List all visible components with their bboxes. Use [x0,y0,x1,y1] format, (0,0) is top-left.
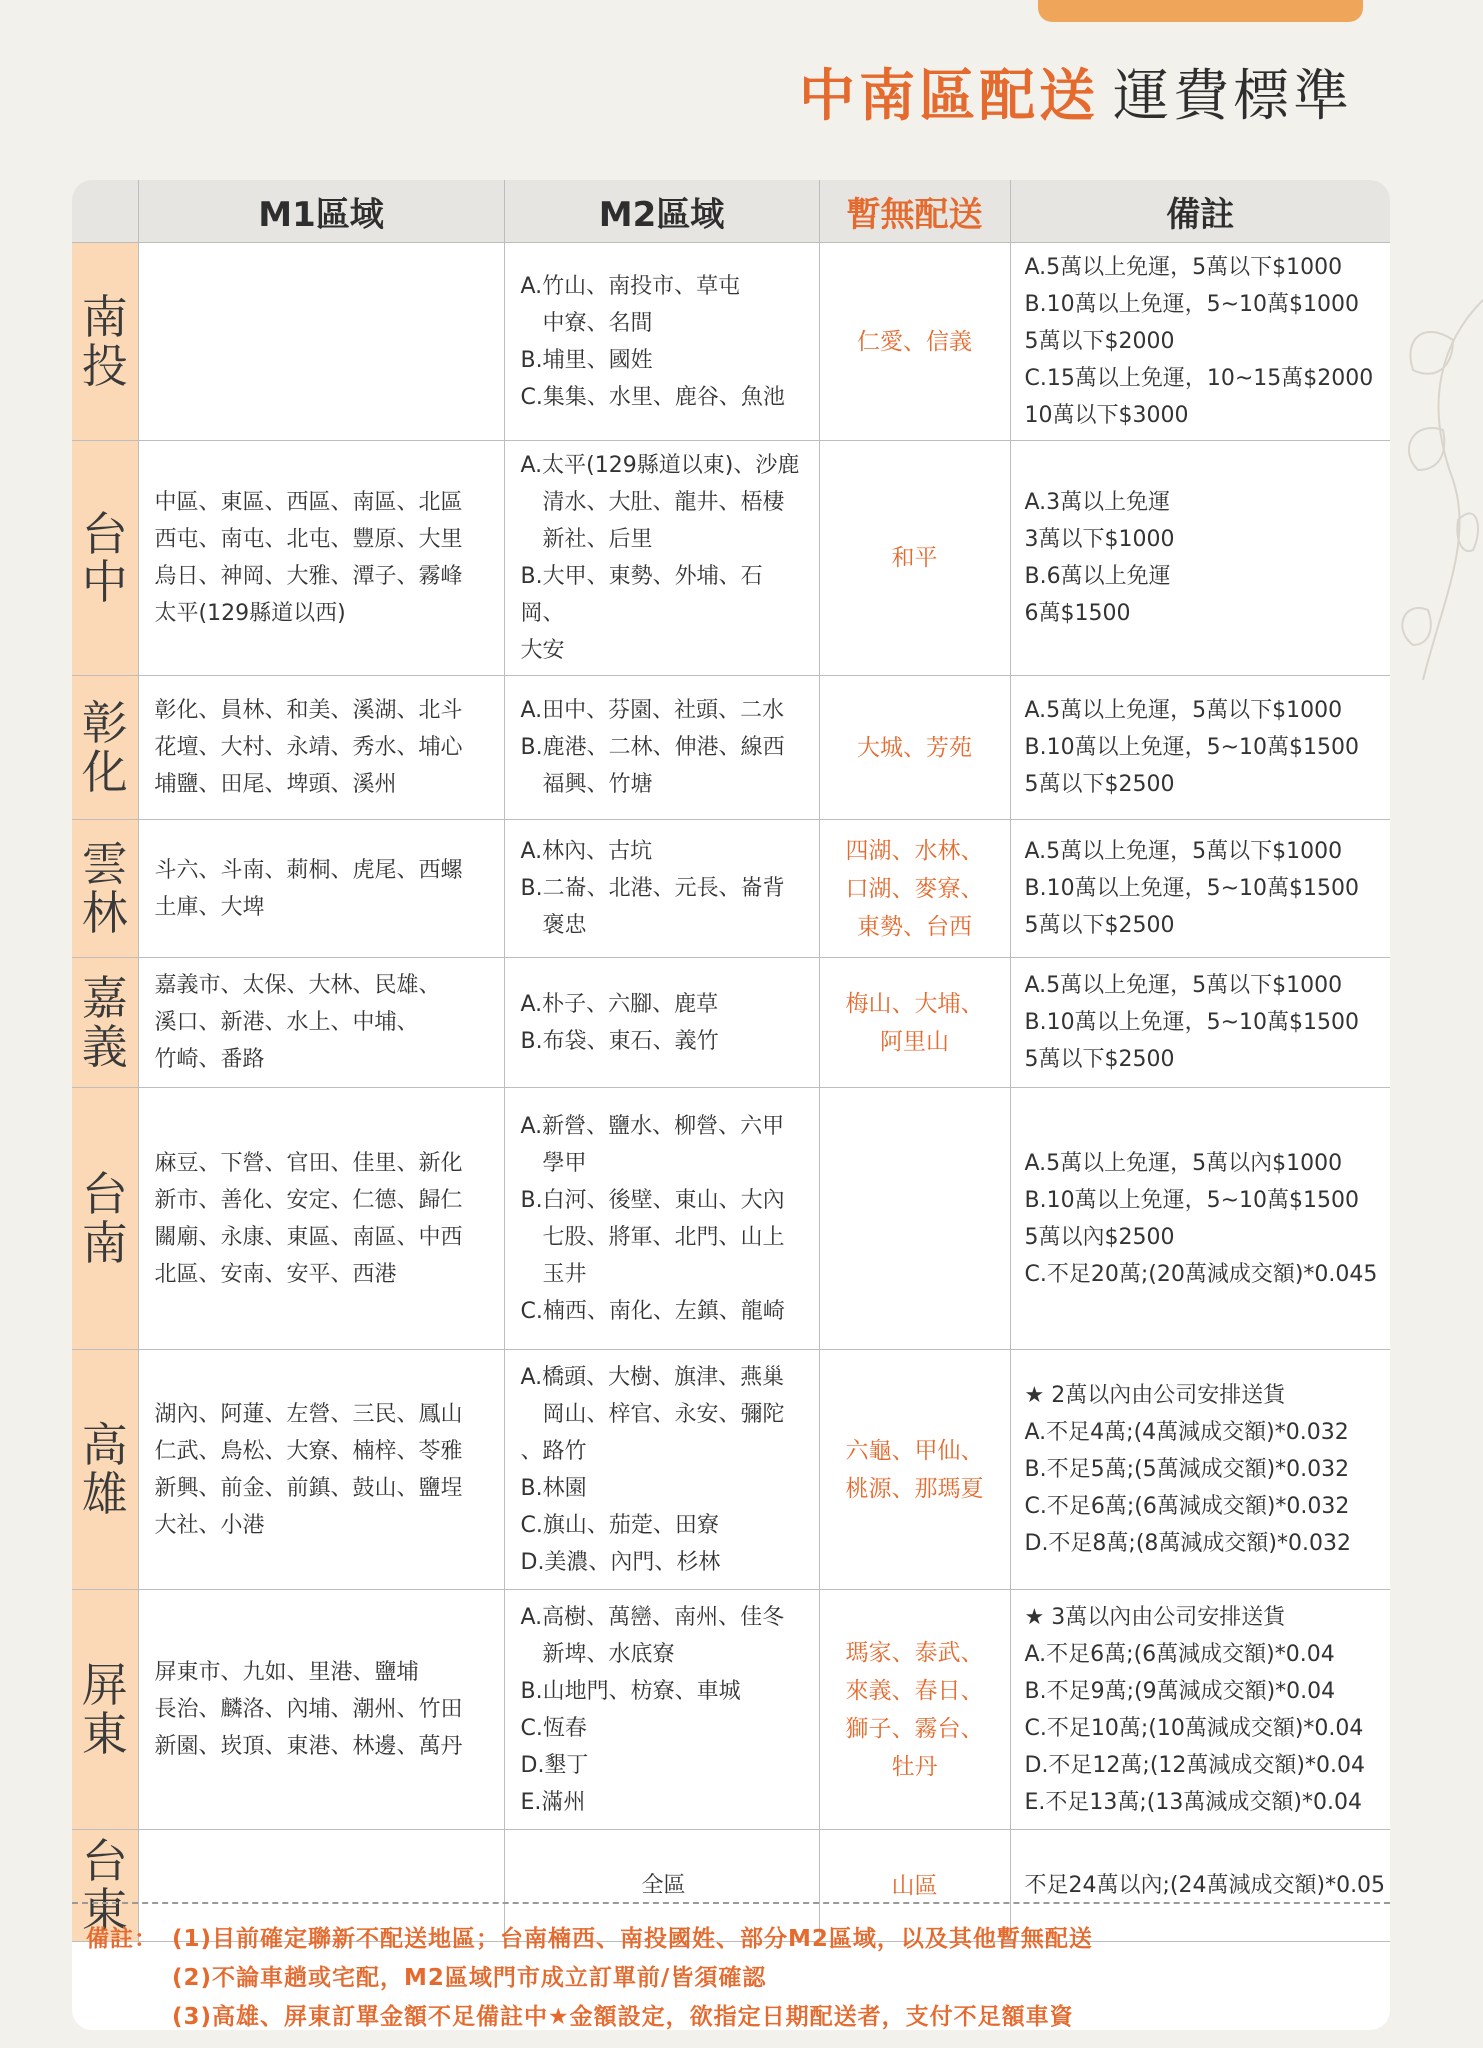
m1-areas-line: 烏日、神岡、大雅、潭子、霧峰 [154,564,463,589]
m1-areas [138,1350,504,1590]
m2-areas-line: A.新營、鹽水、柳營、六甲 [520,1113,785,1139]
column-header-notes: 備註 [1010,180,1390,243]
m1-areas [138,820,504,958]
region-char: 南 [81,1215,128,1270]
m2-areas-line: B.二崙、北港、元長、崙背 [520,876,785,901]
m2-areas [504,1350,819,1590]
no-delivery-areas-line: 桃源、那瑪夏 [845,1475,984,1502]
no-delivery-areas-line: 阿里山 [880,1028,949,1055]
fee-notes-line: B.6萬以上免運 [1024,564,1171,589]
fee-notes [1010,243,1390,441]
m2-areas-line: B.鹿港、二林、伸港、線西 [520,735,785,760]
region-name [72,1088,138,1350]
fee-notes-line: B.10萬以上免運，5~10萬$1500 [1024,735,1359,760]
table-row [72,1088,1390,1350]
fee-notes-line: A.不足4萬;(4萬減成交額)*0.032 [1024,1420,1349,1445]
m1-areas [138,441,504,676]
no-delivery-areas-line: 瑪家、泰武、 [845,1639,984,1666]
m2-areas [504,676,819,820]
fee-notes-line: B.10萬以上免運，5~10萬$1500 [1024,1010,1359,1035]
region-name [72,676,138,820]
m2-areas-line: 七股、將軍、北門、山上 [542,1224,785,1250]
no-delivery-areas-line: 口湖、麥寮、 [845,875,984,902]
fee-notes-line: A.不足6萬;(6萬減成交額)*0.04 [1024,1641,1335,1667]
fee-notes-line: ★ 3萬以內由公司安排送貨 [1024,1604,1286,1630]
m2-areas-line: E.滿州 [520,1789,586,1815]
leaf-branch-decoration [1383,280,1483,700]
no-delivery-areas-line: 大城、芳苑 [857,734,972,761]
m1-areas-line: 關廟、永康、東區、南區、中西 [154,1224,463,1250]
m1-areas-line: 土庫、大埤 [154,894,265,920]
m2-areas-line: 新埤、水底寮 [542,1641,675,1667]
column-header-m1: M1區域 [138,180,504,243]
m2-areas-line: B.山地門、枋寮、車城 [520,1678,741,1704]
region-char: 化 [81,744,128,799]
table-row [72,1350,1390,1590]
m2-areas-line: B.布袋、東石、義竹 [520,1028,719,1054]
no-delivery-areas [819,958,1010,1088]
m1-areas-line: 西屯、南屯、北屯、豐原、大里 [154,527,463,552]
fee-notes-line: B.10萬以上免運，5~10萬$1500 [1024,876,1359,901]
region-char: 雲 [81,837,128,892]
m2-areas-line: 、路竹 [520,1438,587,1464]
page-title-highlight: 中南區配送 [799,64,1099,129]
fee-notes-line: D.不足8萬;(8萬減成交額)*0.032 [1024,1531,1351,1556]
column-header-region [72,180,138,243]
fee-notes-line: A.5萬以上免運，5萬以內$1000 [1024,1150,1343,1176]
fee-notes-line: 5萬以下$2500 [1024,913,1175,938]
m2-areas-line: 中寮、名間 [542,310,653,336]
no-delivery-areas [819,820,1010,958]
fee-notes-line: B.不足5萬;(5萬減成交額)*0.032 [1024,1457,1350,1482]
fee-notes-line: C.15萬以上免運，10~15萬$2000 [1024,366,1374,391]
m1-areas [138,958,504,1088]
fee-notes-line: A.5萬以上免運，5萬以下$1000 [1024,698,1343,723]
no-delivery-areas-line: 東勢、台西 [857,913,972,940]
column-header-m2: M2區域 [504,180,819,243]
region-char: 高 [81,1418,128,1473]
fee-notes [1010,958,1390,1088]
m1-areas-line: 新市、善化、安定、仁德、歸仁 [154,1187,463,1213]
m2-areas [504,820,819,958]
m2-areas-line: B.埔里、國姓 [520,347,653,373]
footer-note-text: (1)目前確定聯新不配送地區；台南楠西、南投國姓、部分M2區域，以及其他暫無配送 [172,1926,1093,1952]
m1-areas-line: 埔鹽、田尾、埤頭、溪州 [154,772,397,797]
m1-areas [138,243,504,441]
no-delivery-areas [819,676,1010,820]
region-name [72,441,138,676]
no-delivery-areas-line: 四湖、水林、 [845,837,984,864]
m2-areas-line: A.橋頭、大樹、旗津、燕巢 [520,1364,785,1390]
no-delivery-areas-line: 和平 [891,545,938,571]
m2-areas-line: 學甲 [542,1150,587,1176]
m1-areas-line: 彰化、員林、和美、溪湖、北斗 [154,698,463,723]
fee-notes-line: B.10萬以上免運，5~10萬$1000 [1024,292,1359,317]
no-delivery-areas-line: 梅山、大埔、 [845,990,984,1017]
m1-areas-line: 斗六、斗南、莿桐、虎尾、西螺 [154,857,463,883]
region-name [72,1590,138,1830]
m1-areas-line: 仁武、鳥松、大寮、楠梓、苓雅 [154,1438,463,1464]
page-title-rest: 運費標準 [1113,64,1353,129]
no-delivery-areas [819,1590,1010,1830]
fee-notes [1010,676,1390,820]
no-delivery-areas [819,441,1010,676]
m2-areas-line: A.朴子、六腳、鹿草 [520,991,719,1017]
m2-areas-line: 岡山、梓官、永安、彌陀 [542,1401,785,1427]
region-char: 雄 [81,1466,128,1521]
m2-areas [504,441,819,676]
no-delivery-areas [819,1350,1010,1590]
m1-areas-line: 花壇、大村、永靖、秀水、埔心 [154,735,463,760]
region-char: 義 [81,1019,128,1074]
m2-areas-line: 褒忠 [542,913,587,938]
m1-areas-line: 新園、崁頂、東港、林邊、萬丹 [154,1734,463,1759]
m1-areas-line: 湖內、阿蓮、左營、三民、鳳山 [154,1401,463,1427]
m1-areas-line: 竹崎、番路 [154,1047,265,1072]
region-char: 彰 [81,696,128,751]
fee-notes [1010,441,1390,676]
region-char: 東 [81,1706,128,1761]
m2-areas-line: A.太平(129縣道以東)、沙鹿 [520,453,800,478]
fee-notes-line: C.不足20萬;(20萬減成交額)*0.045 [1024,1261,1378,1287]
m2-areas-line: 福興、竹塘 [542,772,653,797]
m2-areas-line: B.白河、後壁、東山、大內 [520,1187,785,1213]
m2-areas-line: D.美濃、內門、杉林 [520,1549,721,1575]
m2-areas-line: 玉井 [542,1261,587,1287]
fee-notes [1010,1350,1390,1590]
no-delivery-areas [819,1088,1010,1350]
fee-notes-line: 6萬$1500 [1024,601,1131,626]
m2-areas [504,1088,819,1350]
fee-notes-line: A.5萬以上免運，5萬以下$1000 [1024,839,1343,864]
region-char: 投 [81,338,128,393]
m2-areas-line: B.林園 [520,1475,587,1501]
m2-areas-line: 大安 [520,638,565,663]
footer-note-2: (2)不論車趟或宅配，M2區域門市成立訂單前/皆須確認 [172,1965,767,1991]
no-delivery-areas-line: 仁愛、信義 [857,328,972,355]
region-char: 台 [81,506,128,561]
fee-notes-line: E.不足13萬;(13萬減成交額)*0.04 [1024,1789,1362,1815]
fee-notes-line: C.不足6萬;(6萬減成交額)*0.032 [1024,1494,1350,1519]
fee-notes-line: 5萬以內$2500 [1024,1224,1175,1250]
m2-areas-line: 全區 [641,1873,686,1898]
m1-areas [138,1590,504,1830]
m1-areas [138,1088,504,1350]
region-char: 台 [81,1834,128,1889]
shipping-fee-table [72,180,1390,1942]
region-char: 嘉 [81,971,128,1026]
table-row [72,820,1390,958]
region-name [72,958,138,1088]
m2-areas [504,958,819,1088]
footer-note-3: (3)高雄、屏東訂單金額不足備註中★金額設定，欲指定日期配送者，支付不足額車資 [172,2004,1074,2030]
column-header-no-delivery: 暫無配送 [819,180,1010,243]
m1-areas [138,676,504,820]
fee-notes-line: 不足24萬以內;(24萬減成交額)*0.05 [1024,1873,1386,1898]
table-row [72,441,1390,676]
fee-notes [1010,1088,1390,1350]
m1-areas-line: 大社、小港 [154,1512,265,1538]
footer-notes [72,1902,1390,2037]
fee-notes-line: B.10萬以上免運，5~10萬$1500 [1024,1187,1359,1213]
m2-areas-line: A.林內、古坑 [520,839,653,864]
m2-areas-line: C.楠西、南化、左鎮、龍崎 [520,1298,785,1324]
fee-notes-line: ★ 2萬以內由公司安排送貨 [1024,1383,1286,1408]
fee-notes [1010,1590,1390,1830]
m2-areas-line: B.大甲、東勢、外埔、石岡、 [520,564,763,626]
m2-areas-line: C.恆春 [520,1715,587,1741]
no-delivery-areas-line: 來義、春日、 [845,1677,984,1704]
fee-notes-line: 5萬以下$2500 [1024,772,1175,797]
fee-notes-line: B.不足9萬;(9萬減成交額)*0.04 [1024,1678,1336,1704]
region-char: 屏 [81,1658,128,1713]
fee-notes [1010,820,1390,958]
fee-notes-line: 5萬以下$2500 [1024,1047,1175,1072]
m1-areas-line: 太平(129縣道以西) [154,601,346,626]
footer-label: 備註： [86,1926,158,1952]
fee-notes-line: A.5萬以上免運，5萬以下$1000 [1024,255,1343,280]
region-char: 東 [81,1882,128,1937]
table-header-row [72,180,1390,243]
m2-areas [504,243,819,441]
region-char: 中 [81,555,128,609]
top-tab-decoration [1038,0,1363,22]
fee-notes-line: A.5萬以上免運，5萬以下$1000 [1024,973,1343,998]
table-row [72,243,1390,441]
m2-areas-line: D.墾丁 [520,1752,589,1778]
fee-notes-line: 10萬以下$3000 [1024,403,1189,428]
table-row [72,676,1390,820]
m1-areas-line: 麻豆、下營、官田、佳里、新化 [154,1150,463,1176]
m2-areas-line: 新社、后里 [542,527,653,552]
m2-areas-line: 清水、大肚、龍井、梧棲 [542,490,785,515]
no-delivery-areas-line: 牡丹 [891,1753,938,1780]
footer-note-1 [72,1920,1390,1959]
m2-areas-line: A.竹山、南投市、草屯 [520,273,741,299]
no-delivery-areas [819,243,1010,441]
m1-areas-line: 溪口、新港、水上、中埔、 [154,1010,419,1035]
fee-notes-line: D.不足12萬;(12萬減成交額)*0.04 [1024,1752,1365,1778]
m1-areas-line: 屏東市、九如、里港、鹽埔 [154,1660,419,1685]
table-row [72,1590,1390,1830]
m2-areas-line: A.高樹、萬巒、南州、佳冬 [520,1604,785,1630]
m1-areas-line: 嘉義市、太保、大林、民雄、 [154,973,441,998]
region-char: 林 [81,885,128,940]
fee-notes-line: 5萬以下$2000 [1024,329,1175,354]
table-row [72,958,1390,1088]
m2-areas-line: A.田中、芬園、社頭、二水 [520,698,785,723]
region-name [72,820,138,958]
m2-areas-line: C.旗山、茄萣、田寮 [520,1512,719,1538]
region-name [72,1350,138,1590]
m1-areas-line: 中區、東區、西區、南區、北區 [154,490,463,515]
fee-notes-line: C.不足10萬;(10萬減成交額)*0.04 [1024,1715,1364,1741]
page-title [799,52,1353,132]
no-delivery-areas-line: 山區 [891,1872,938,1899]
m2-areas [504,1590,819,1830]
m1-areas-line: 長治、麟洛、內埔、潮州、竹田 [154,1697,463,1722]
no-delivery-areas-line: 獅子、霧台、 [845,1715,984,1742]
region-char: 南 [81,290,128,345]
m1-areas-line: 北區、安南、安平、西港 [154,1261,397,1287]
region-char: 台 [81,1167,128,1222]
m1-areas-line: 新興、前金、前鎮、鼓山、鹽埕 [154,1475,463,1501]
fee-notes-line: 3萬以下$1000 [1024,527,1175,552]
fee-notes-line: A.3萬以上免運 [1024,490,1171,515]
no-delivery-areas-line: 六龜、甲仙、 [845,1437,984,1464]
region-name [72,243,138,441]
m2-areas-line: C.集集、水里、鹿谷、魚池 [520,384,785,410]
